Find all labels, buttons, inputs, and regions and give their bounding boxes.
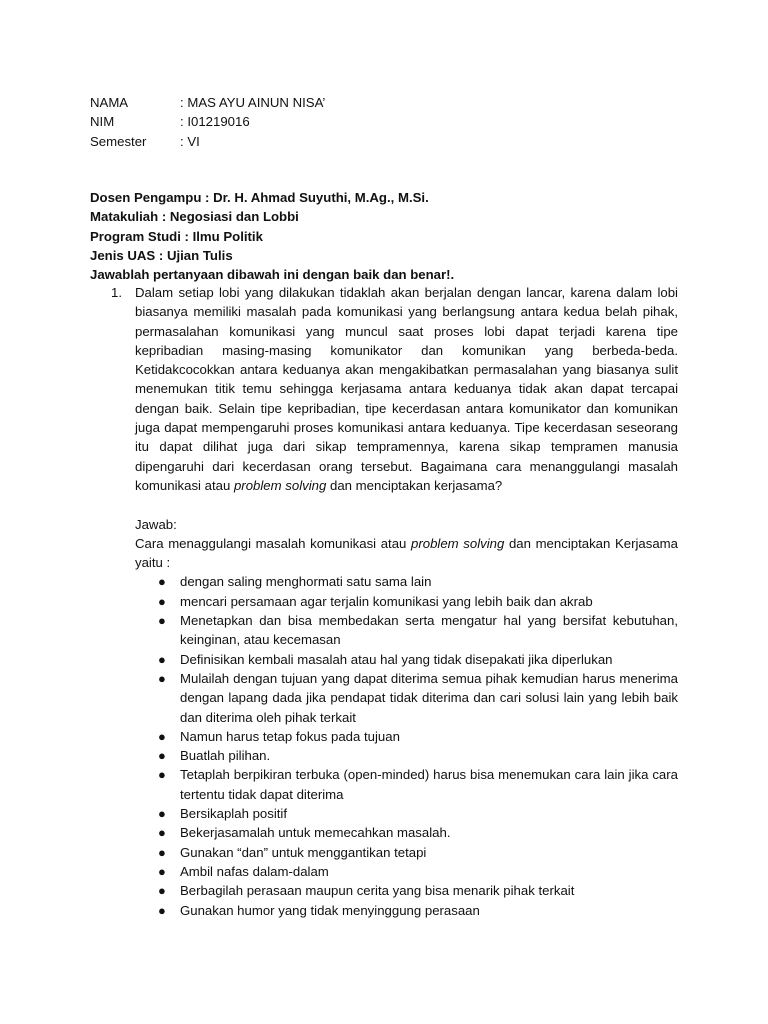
answer-section xyxy=(135,515,678,920)
answer-label: Jawab: xyxy=(135,516,177,532)
prodi-line: Program Studi : Ilmu Politik xyxy=(90,228,263,244)
bullet-icon: ● xyxy=(158,748,166,764)
nim-value: : I01219016 xyxy=(180,114,250,130)
answer-list xyxy=(135,572,678,919)
bullet-icon: ● xyxy=(158,825,166,841)
nama-label: NAMA xyxy=(90,95,129,110)
nim-label: NIM xyxy=(90,114,115,130)
dosen-line: Dosen Pengampu : Dr. H. Ahmad Suyuthi, M.Ag., M.Si. xyxy=(90,190,429,205)
bullet-icon: ● xyxy=(158,574,166,590)
bullet-icon: ● xyxy=(158,902,166,918)
answer-intro xyxy=(135,534,678,573)
list-item: ● dengan saling menghormati satu sama lain xyxy=(135,572,678,591)
list-item: ● Bersikaplah positif xyxy=(135,804,678,823)
bullet-icon: ● xyxy=(158,883,166,899)
semester-label: Semester xyxy=(90,133,147,149)
bullet-icon: ● xyxy=(158,844,166,860)
course-header xyxy=(90,188,454,284)
question-number: 1. xyxy=(111,285,122,300)
question-body xyxy=(135,283,678,920)
answer-intro-italic: problem solving xyxy=(411,535,505,551)
semester-value: : VI xyxy=(180,133,200,149)
nama-value: : MAS AYU AINUN NISA’ xyxy=(180,95,326,110)
question-1 xyxy=(90,283,678,920)
bullet-icon: ● xyxy=(158,593,166,609)
nim-row xyxy=(90,112,325,131)
list-item: ● Berbagilah perasaan maupun cerita yang bisa menarik pihak terkait xyxy=(135,881,678,900)
question-text-main: Dalam setiap lobi yang dilakukan tidaklah akan berjalan dengan lancar, karena dalam lobi biasanya memiliki masalah pada komunikasi yang berlangsung antara kedua belah pihak, permasalahan komunikasi yang muncul saat proses lobi dapat terjadi karena tipe kepribadian masing-masing komunikator dan komunikan yang berbeda-beda. Ketidakcocokkan antara keduanya akan mengakibatkan permasalahan yang biasanya sulit menemukan titik temu sehingga kerjasama antara keduanya tidak akan dapat tercapai dengan baik. Selain tipe kepribadian, tipe kecerdasan antara komunikator dan komunikan juga dapat mempengaruhi proses komunikasi antara keduanya. Tipe kecerdasan seseorang itu dapat dilihat juga dari sikap tempramennya, karena sikap tempramen manusia dipengaruhi dari kecerdasan orang tersebut. Bagaimana cara menanggulangi masalah komunikasi atau xyxy=(135,285,678,493)
question-text-italic: problem solving xyxy=(233,477,327,493)
answer-intro-main: Cara menaggulangi masalah komunikasi atau xyxy=(135,535,407,551)
list-item: ● Namun harus tetap fokus pada tujuan xyxy=(135,727,678,746)
answer-intro-end: dan menciptakan Kerjasama yaitu : xyxy=(135,535,678,571)
bullet-icon: ● xyxy=(158,863,166,879)
jenis-line: Jenis UAS : Ujian Tulis xyxy=(90,247,233,263)
matakuliah-line: Matakuliah : Negosiasi dan Lobbi xyxy=(90,209,299,225)
list-item: ● Ambil nafas dalam-dalam xyxy=(135,862,678,881)
list-item: ● Tetaplah berpikiran terbuka (open-minded) harus bisa menemukan cara lain jika cara tertentu tidak dapat diterima xyxy=(158,767,678,802)
list-item: ● Buatlah pilihan. xyxy=(135,746,678,765)
nama-row xyxy=(90,93,325,112)
student-identity xyxy=(90,93,325,151)
list-item: ● Gunakan humor yang tidak menyinggung perasaan xyxy=(135,901,678,920)
question-text xyxy=(135,283,678,495)
list-item: ● mencari persamaan agar terjalin komunikasi yang lebih baik dan akrab xyxy=(135,592,678,611)
list-item: ● Definisikan kembali masalah atau hal yang tidak disepakati jika diperlukan xyxy=(135,650,678,669)
list-item: ● Gunakan “dan” untuk menggantikan tetapi xyxy=(135,843,678,862)
bullet-icon: ● xyxy=(158,767,166,783)
question-text-end: dan menciptakan kerjasama? xyxy=(330,477,503,493)
bullet-icon: ● xyxy=(158,613,166,629)
bullet-icon: ● xyxy=(158,651,166,667)
semester-row xyxy=(90,132,325,151)
instruction-line: Jawablah pertanyaan dibawah ini dengan baik dan benar!. xyxy=(90,267,455,283)
list-item: ● Mulailah dengan tujuan yang dapat diterima semua pihak kemudian harus menerima dengan lapang dada jika pendapat tidak diterima dan cari solusi lain yang lebih baik dan diterima oleh pihak terkait xyxy=(158,670,678,725)
bullet-icon: ● xyxy=(158,670,166,686)
bullet-icon: ● xyxy=(158,728,166,744)
list-item: ● Menetapkan dan bisa membedakan serta mengatur hal yang bersifat kebutuhan, keinginan, atau kecemasan xyxy=(158,613,678,648)
bullet-icon: ● xyxy=(158,806,166,822)
list-item: ● Bekerjasamalah untuk memecahkan masalah. xyxy=(135,823,678,842)
